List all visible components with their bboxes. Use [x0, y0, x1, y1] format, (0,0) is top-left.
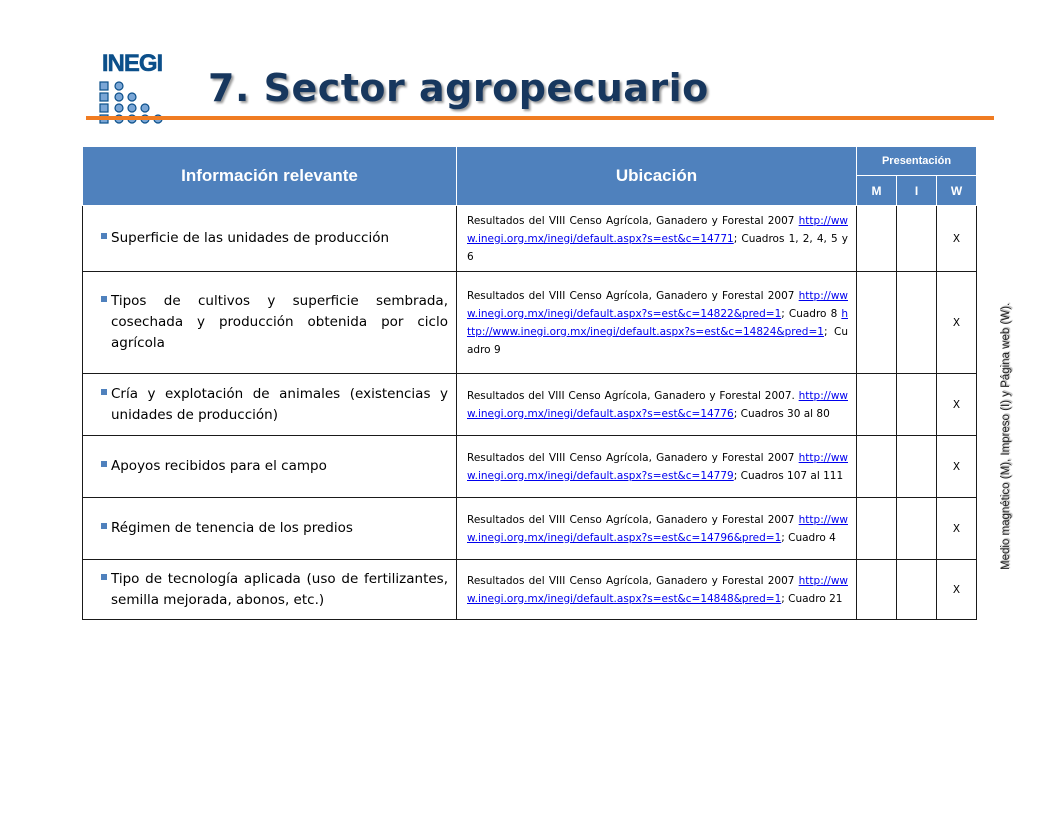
source-link[interactable]: http://www.inegi.org.mx/inegi/default.aspx?s=est&c=14848&pred=1	[467, 574, 848, 605]
source-link[interactable]: http://www.inegi.org.mx/inegi/default.aspx?s=est&c=14822&pred=1	[467, 289, 848, 320]
information-table	[82, 146, 977, 620]
square-bullet-icon	[101, 389, 107, 395]
info-cell	[83, 498, 457, 560]
mark-i	[897, 374, 937, 436]
mark-m	[857, 272, 897, 374]
table-row	[83, 498, 977, 560]
mark-w: X	[937, 436, 977, 498]
info-label: Cría y explotación de animales (existencias y unidades de producción)	[111, 385, 448, 423]
header-m: M	[857, 176, 897, 206]
location-cell	[457, 206, 857, 272]
source-text: Resultados del VIII Censo Agrícola, Ganadero y Forestal 2007	[467, 214, 795, 227]
mark-w: X	[937, 374, 977, 436]
source-link[interactable]: http://www.inegi.org.mx/inegi/default.aspx?s=est&c=14824&pred=1	[467, 307, 848, 338]
mark-i	[897, 498, 937, 560]
info-cell	[83, 436, 457, 498]
info-label: Superficie de las unidades de producción	[111, 230, 390, 246]
mark-i	[897, 272, 937, 374]
table-row	[83, 560, 977, 620]
header-w: W	[937, 176, 977, 206]
location-cell	[457, 374, 857, 436]
header-informacion-relevante: Información relevante	[83, 147, 457, 206]
logo-wordmark: INEGI	[101, 50, 163, 77]
info-label: Tipos de cultivos y superficie sembrada, cosechada y producción obtenida por ciclo agrícola	[111, 293, 448, 351]
table-row	[83, 206, 977, 272]
mark-m	[857, 374, 897, 436]
source-text: Resultados del VIII Censo Agrícola, Ganadero y Forestal 2007.	[467, 389, 795, 402]
source-link[interactable]: http://www.inegi.org.mx/inegi/default.aspx?s=est&c=14796&pred=1	[467, 513, 848, 544]
mark-i	[897, 436, 937, 498]
table-row	[83, 272, 977, 374]
info-label: Régimen de tenencia de los predios	[111, 520, 353, 536]
source-link[interactable]: http://www.inegi.org.mx/inegi/default.aspx?s=est&c=14779	[467, 451, 848, 482]
square-bullet-icon	[101, 296, 107, 302]
mark-w: X	[937, 498, 977, 560]
header-divider	[86, 116, 994, 120]
location-cell	[457, 436, 857, 498]
mark-m	[857, 206, 897, 272]
table-reference: ; Cuadros 1, 2, 4, 5 y 6	[467, 232, 848, 263]
mark-m	[857, 560, 897, 620]
source-text: Resultados del VIII Censo Agrícola, Ganadero y Forestal 2007	[467, 451, 795, 464]
table-reference: ; Cuadro 21	[781, 592, 843, 605]
mark-m	[857, 436, 897, 498]
table-reference: ; Cuadro 4	[781, 531, 836, 544]
header-presentacion: Presentación	[857, 147, 977, 176]
square-bullet-icon	[101, 233, 107, 239]
location-cell	[457, 498, 857, 560]
mark-m	[857, 498, 897, 560]
info-label: Tipo de tecnología aplicada (uso de fertilizantes, semilla mejorada, abonos, etc.)	[111, 570, 448, 608]
presentation-legend-note: Medio magnético (M), Impreso (I) y Página web (W).	[1000, 302, 1012, 570]
header-ubicacion: Ubicación	[457, 147, 857, 206]
location-cell	[457, 272, 857, 374]
mark-w: X	[937, 560, 977, 620]
info-cell	[83, 272, 457, 374]
square-bullet-icon	[101, 574, 107, 580]
source-text: Resultados del VIII Censo Agrícola, Ganadero y Forestal 2007	[467, 289, 795, 302]
table-reference: ; Cuadros 107 al 111	[733, 469, 844, 482]
source-link[interactable]: http://www.inegi.org.mx/inegi/default.aspx?s=est&c=14771	[467, 214, 848, 245]
info-label: Apoyos recibidos para el campo	[111, 458, 327, 474]
source-link[interactable]: http://www.inegi.org.mx/inegi/default.aspx?s=est&c=14776	[467, 389, 848, 420]
info-cell	[83, 374, 457, 436]
table-row	[83, 374, 977, 436]
source-text: Resultados del VIII Censo Agrícola, Ganadero y Forestal 2007	[467, 574, 795, 587]
mark-i	[897, 560, 937, 620]
info-cell	[83, 206, 457, 272]
page-title: 7. Sector agropecuario	[208, 66, 709, 110]
table-row	[83, 436, 977, 498]
mark-w: X	[937, 272, 977, 374]
mark-w: X	[937, 206, 977, 272]
mark-i	[897, 206, 937, 272]
table-reference: ; Cuadro 8	[781, 307, 838, 320]
table-reference: ; Cuadros 30 al 80	[733, 407, 830, 420]
square-bullet-icon	[101, 523, 107, 529]
header-i: I	[897, 176, 937, 206]
table-reference: ; Cuadro 9	[467, 325, 848, 356]
square-bullet-icon	[101, 461, 107, 467]
info-cell	[83, 560, 457, 620]
source-text: Resultados del VIII Censo Agrícola, Ganadero y Forestal 2007	[467, 513, 795, 526]
location-cell	[457, 560, 857, 620]
